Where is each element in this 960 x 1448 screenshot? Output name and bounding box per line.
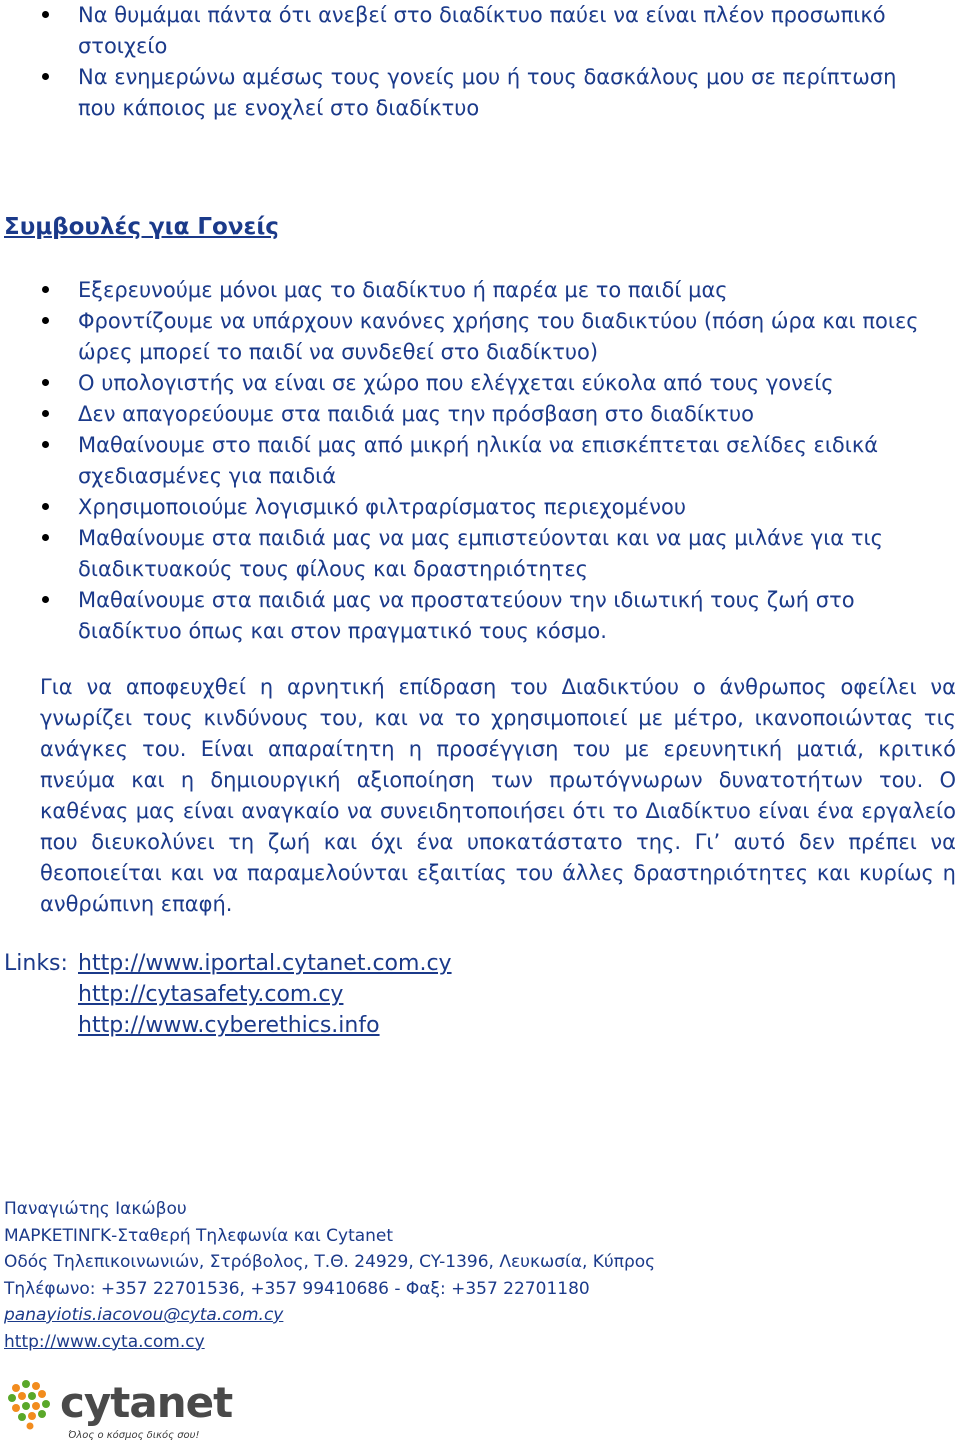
links-section <box>4 948 452 1041</box>
parents-tips-list <box>0 275 928 647</box>
signature-email-link[interactable]: panayiotis.iacovou@cyta.com.cy <box>4 1305 284 1325</box>
logo-wordmark: cytanet <box>60 1378 233 1427</box>
link-cytasafety[interactable]: http://cytasafety.com.cy <box>78 982 344 1007</box>
list-item: Εξερευνούμε μόνοι μας το διαδίκτυο ή παρέα με το παιδί μας <box>0 275 928 306</box>
list-item: Φροντίζουμε να υπάρχουν κανόνες χρήσης του διαδικτύου (πόση ώρα και ποιες ώρες μπορεί το παιδί να συνδεθεί στο διαδίκτυο) <box>0 306 928 368</box>
signature-name: Παναγιώτης Ιακώβου <box>4 1199 187 1219</box>
list-item: Ο υπολογιστής να είναι σε χώρο που ελέγχεται εύκολα από τους γονείς <box>0 368 928 399</box>
globe-icon <box>6 1376 62 1432</box>
signature-address: Οδός Τηλεπικοινωνιών, Στρόβολος, Τ.Θ. 24929, CY-1396, Λευκωσία, Κύπρος <box>4 1252 656 1272</box>
signature-block <box>4 1196 655 1355</box>
list-item: Χρησιμοποιούμε λογισμικό φιλτραρίσματος περιεχομένου <box>0 492 928 523</box>
logo-tagline: Όλος ο κόσμος δικός σου! <box>68 1430 200 1441</box>
parents-tips-heading: Συμβουλές για Γονείς <box>4 214 279 240</box>
link-iportal[interactable]: http://www.iportal.cytanet.com.cy <box>78 951 452 976</box>
kids-tips-list <box>0 0 928 124</box>
link-cyberethics[interactable]: http://www.cyberethics.info <box>78 1013 380 1038</box>
list-item: Να ενημερώνω αμέσως τους γονείς μου ή τους δασκάλους μου σε περίπτωση που κάποιος με ενοχλεί στο διαδίκτυο <box>0 62 928 124</box>
signature-phone: Τηλέφωνο: +357 22701536, +357 99410686 - Φαξ: +357 22701180 <box>4 1278 590 1299</box>
list-item: Μαθαίνουμε στα παιδιά μας να προστατεύουν την ιδιωτική τους ζωή στο διαδίκτυο όπως και στον πραγματικό τους κόσμο. <box>0 585 928 647</box>
list-item: Μαθαίνουμε στα παιδιά μας να μας εμπιστεύονται και να μας μιλάνε για τις διαδικτυακούς τους φίλους και δραστηριότητες <box>0 523 928 585</box>
list-item: Δεν απαγορεύουμε στα παιδιά μας την πρόσβαση στο διαδίκτυο <box>0 399 928 430</box>
list-item: Να θυμάμαι πάντα ότι ανεβεί στο διαδίκτυο παύει να είναι πλέον προσωπικό στοιχείο <box>0 0 928 62</box>
cytanet-logo <box>6 1372 256 1444</box>
list-item: Μαθαίνουμε στο παιδί μας από μικρή ηλικία να επισκέπτεται σελίδες ειδικά σχεδιασμένες για παιδιά <box>0 430 928 492</box>
conclusion-paragraph: Για να αποφευχθεί η αρνητική επίδραση του Διαδικτύου ο άνθρωπος οφείλει να γνωρίζει τους κινδύνους του, και να το χρησιμοποιεί με μέτρο, ικανοποιώντας τις ανάγκες του. Είναι απαραίτητη η προσέγγιση του με ερευνητική ματιά, κριτικό πνεύμα και η δημιουργική αξιοποίηση των πρωτόγνωρων δυνατοτήτων του. Ο καθένας μας είναι αναγκαίο να συνειδητοποιήσει ότι το Διαδίκτυο είναι ένα εργαλείο που διευκολύνει τη ζωή και όχι ένα υποκατάστατο της. Γι’ αυτό δεν πρέπει να θεοποιείται και να παραμελούνται εξαιτίας του άλλες δραστηριότητες και κυρίως η ανθρώπινη επαφή. <box>40 675 956 916</box>
signature-department: ΜΑΡΚΕΤΙΝΓΚ-Σταθερή Τηλεφωνία και Cytanet <box>4 1225 394 1246</box>
signature-website-link[interactable]: http://www.cyta.com.cy <box>4 1331 205 1352</box>
links-label: Links: <box>4 951 68 976</box>
